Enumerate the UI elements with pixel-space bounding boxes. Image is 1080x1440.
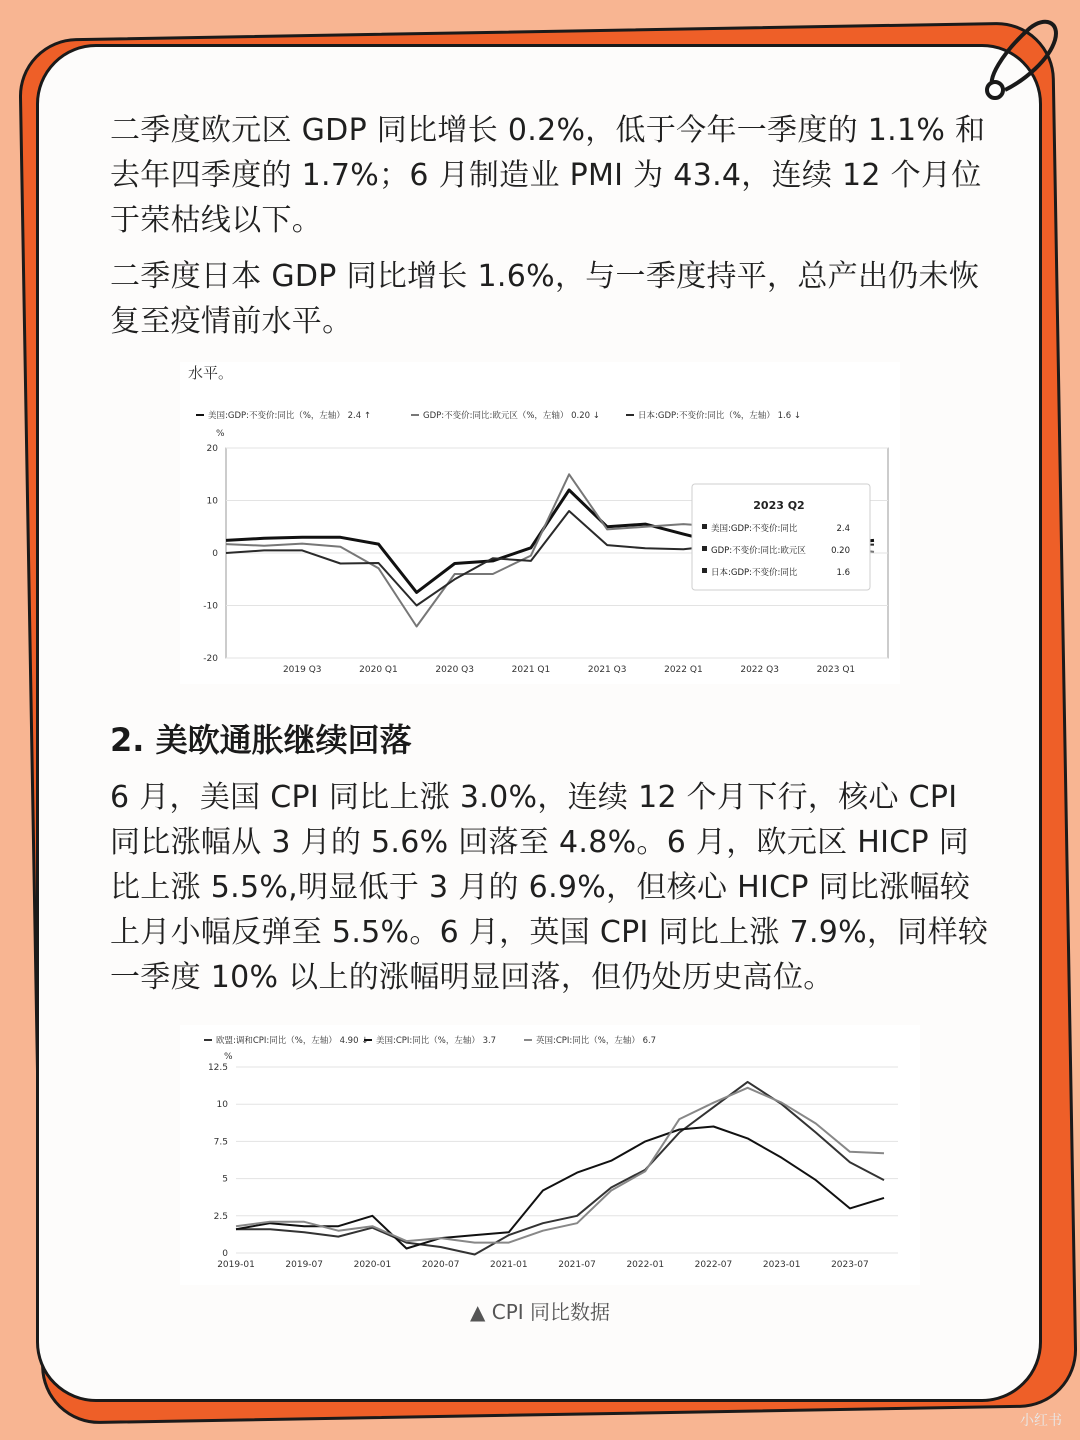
tooltip-value: 1.6 <box>836 568 850 578</box>
x-tick-label: 2023-07 <box>831 1260 869 1270</box>
y-tick-label: -20 <box>203 654 218 664</box>
y-tick-label: 10 <box>206 496 218 507</box>
paragraph-inflation: 6 月，美国 CPI 同比上涨 3.0%，连续 12 个月下行，核心 CPI 同比涨幅从 3 月的 5.6% 回落至 4.8%。6 月，欧元区 HICP 同比上涨 5.5%,明显低于 3 月的 6.9%，但核心 HICP 同比涨幅较上月小幅反弹至 5.5%。6 月，英国 CPI 同比上涨 7.9%，同样较一季度 10% 以上的涨幅明显回落，但仍处历史高位。 <box>110 780 989 995</box>
y-tick-label: 10 <box>216 1100 228 1111</box>
gdp-chart-figure <box>180 362 900 684</box>
legend-entry-2: 美国:CPI:同比（%，左轴） 3.7 <box>376 1036 497 1046</box>
gdp-tooltip <box>692 484 870 590</box>
tooltip-label: 日本:GDP:不变价:同比 <box>711 568 798 578</box>
gdp-legend <box>196 410 801 421</box>
y-tick-label: 5 <box>222 1174 228 1185</box>
x-tick-label: 2023-01 <box>762 1260 801 1270</box>
x-tick-label: 2020 Q1 <box>359 665 398 675</box>
x-tick-label: 2022 Q3 <box>740 665 779 675</box>
cropped-text: 水平。 <box>188 364 234 382</box>
y-tick-label: 12.5 <box>207 1063 228 1073</box>
x-tick-label: 2020 Q3 <box>435 665 474 675</box>
x-tick-label: 2022-01 <box>626 1260 665 1270</box>
tooltip-value: 2.4 <box>836 524 850 534</box>
y-tick-label: 20 <box>206 444 218 454</box>
gdp-chart <box>180 362 900 684</box>
figure-caption: ▲ CPI 同比数据 <box>469 1300 611 1324</box>
tooltip-label: GDP:不变价:同比:欧元区 <box>711 546 806 556</box>
watermark: 小红书 <box>1020 1413 1062 1429</box>
x-tick-label: 2022-07 <box>694 1260 733 1270</box>
y-tick-label: -10 <box>203 601 218 612</box>
section-heading-inflation: 2. 美欧通胀继续回落 <box>110 721 412 759</box>
tooltip-label: 美国:GDP:不变价:同比 <box>711 524 798 534</box>
y-tick-label: 2.5 <box>213 1211 228 1222</box>
x-tick-label: 2021-01 <box>490 1260 528 1270</box>
y-tick-label: 0 <box>212 549 218 559</box>
cpi-y-unit: % <box>224 1052 233 1062</box>
x-tick-label: 2019-07 <box>285 1260 324 1270</box>
paragraph-japan-gdp: 二季度日本 GDP 同比增长 1.6%，与一季度持平，总产出仍未恢复至疫情前水平。 <box>110 259 980 339</box>
legend-entry-1: 欧盟:调和CPI:同比（%，左轴） 4.90 ↓ <box>216 1036 369 1046</box>
x-tick-label: 2021 Q1 <box>511 665 551 675</box>
x-tick-label: 2019-01 <box>217 1260 255 1270</box>
cpi-chart <box>180 1025 920 1285</box>
x-tick-label: 2021 Q3 <box>587 665 627 675</box>
cpi-chart-figure <box>180 1025 920 1285</box>
cpi-legend <box>204 1035 656 1046</box>
x-tick-label: 2021-07 <box>558 1260 596 1270</box>
tooltip-value: 0.20 <box>831 546 850 556</box>
tooltip-title: 2023 Q2 <box>753 499 805 512</box>
y-tick-label: 0 <box>222 1249 228 1259</box>
legend-entry-3: 英国:CPI:同比（%，左轴） 6.7 <box>536 1036 657 1046</box>
legend-entry-2: GDP:不变价:同比:欧元区（%，左轴） 0.20 ↓ <box>423 411 600 421</box>
legend-entry-1: 美国:GDP:不变价:同比（%，左轴） 2.4 ↑ <box>208 411 371 421</box>
legend-entry-3: 日本:GDP:不变价:同比（%，左轴） 1.6 ↓ <box>638 411 801 421</box>
paragraph-eurozone-gdp: 二季度欧元区 GDP 同比增长 0.2%，低于今年一季度的 1.1% 和去年四季度的 1.7%；6 月制造业 PMI 为 43.4，连续 12 个月位于荣枯线以下。 <box>110 113 986 238</box>
gdp-y-unit: % <box>216 429 225 439</box>
x-tick-label: 2022 Q1 <box>664 665 703 675</box>
y-tick-label: 7.5 <box>213 1137 228 1148</box>
x-tick-label: 2019 Q3 <box>282 665 322 675</box>
x-tick-label: 2023 Q1 <box>816 665 856 675</box>
x-tick-label: 2020-07 <box>421 1260 460 1270</box>
tooltip-marker <box>702 568 707 573</box>
x-tick-label: 2020-01 <box>353 1260 392 1270</box>
tooltip-marker <box>702 524 707 529</box>
hook-icon <box>975 10 1065 110</box>
tooltip-marker <box>702 546 707 551</box>
